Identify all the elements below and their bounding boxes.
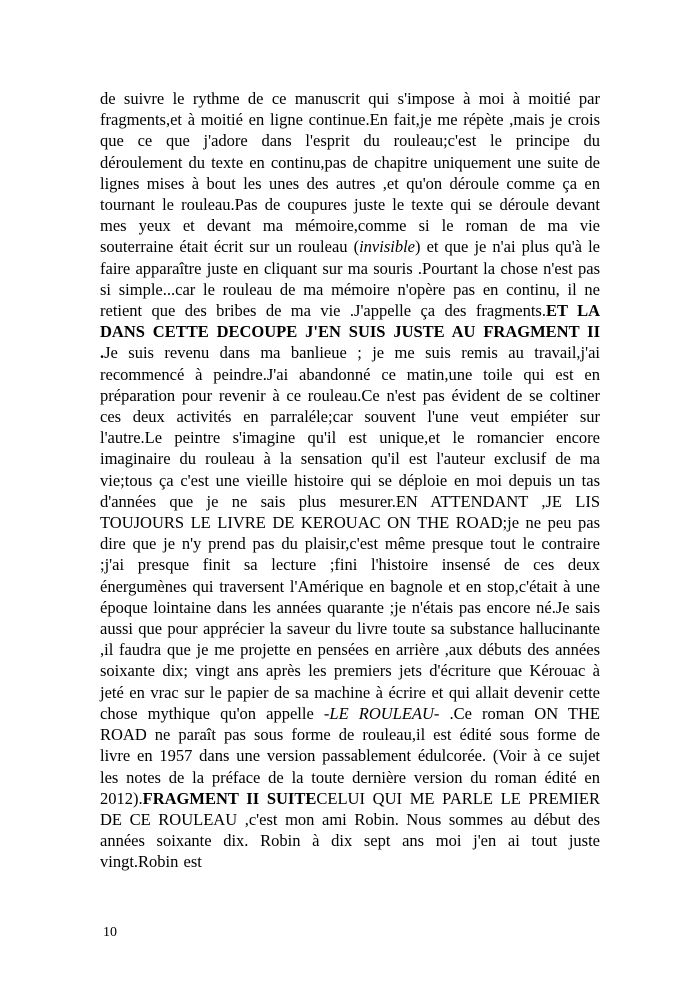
page-number: 10: [103, 925, 117, 940]
text-run-bold: ET LA DANS CETTE DECOUPE J'EN SUIS JUSTE AU FRAGMENT II .: [100, 301, 600, 363]
text-run-normal: ) et que je n'ai plus qu'à le faire apparaître juste en cliquant sur ma souris .Pourtant la chose n'est pas si simple...car le rouleau de ma mémoire n'opère pas en continu, il ne retient que des bribes de ma vie .J'appelle ça des fragments.: [100, 237, 600, 321]
text-run-italic: LE ROULEAU-: [329, 703, 440, 723]
text-run-normal: CELUI QUI ME PARLE LE PREMIER DE CE ROULEAU ,c'est mon ami Robin. Nous sommes au début des années soixante dix. Robin à dix sept ans moi j'en ai tout juste vingt.Robin est: [100, 788, 600, 872]
text-run-normal: .Ce roman ON THE ROAD ne paraît pas sous forme de rouleau,il est édité sous forme de livre en 1957 dans une version passablement édulcorée. (Voir à ce sujet les notes de la préface de la toute dernière version du roman édité en 2012).: [100, 703, 600, 808]
text-run-normal: Je suis revenu dans ma banlieue ; je me suis remis au travail,j'ai recommencé à peindre.J'ai abandonné ce matin,une toile qui est en préparation pour revenir à ce rouleau.Ce n'est pas évident de se coltiner ces deux activités en parraléle;car souvent l'une veut empiéter sur l'autre.Le peintre s'imagine qu'il est unique,et le romancier encore imaginaire du rouleau à la sensation qu'il est l'auteur exclusif de ma vie;tous ça c'est une vieille histoire qui se déploie en moi depuis un tas d'années que je ne sais plus mesurer.EN ATTENDANT ,JE LIS TOUJOURS LE LIVRE DE KEROUAC ON THE ROAD;je ne peu pas dire que je n'y prend pas du plaisir,c'est même presque tout le contraire ;j'ai presque finit sa lecture ;fini l'histoire insensé de ces deux énergumènes qui traversent l'Amérique en bagnole et en stop,c'était à une époque lointaine dans les années quarante ;je n'étais pas encore né.Je sais aussi que pour apprécier la saveur du livre toute sa substance hallucinante ,il faudra que je me projette en pensées en arrière ,aux débuts des années soixante dix; vingt ans après les premiers jets d'écriture que Kérouac à jeté en vrac sur le papier de sa machine à écrire et qui allait devenir cette chose mythique qu'on appelle -: [100, 343, 600, 723]
text-run-normal: de suivre le rythme de ce manuscrit qui s'impose à moi à moitié par fragments,et à moitié en ligne continue.En fait,je me répète ,mais je crois que ce que j'adore dans l'esprit du rouleau;c'est le principe du déroulement du texte en continu,pas de chapitre uniquement une suite de lignes mises à bout les unes des autres ,et qu'on déroule comme ça en tournant le rouleau.Pas de coupures juste le texte qui se déroule devant mes yeux et devant ma mémoire,comme si le roman de ma vie souterraine était écrit sur un rouleau (: [100, 89, 600, 257]
text-run-bold: FRAGMENT II SUITE: [142, 788, 317, 808]
text-run-italic: invisible: [359, 237, 415, 257]
page-text: [100, 88, 600, 873]
